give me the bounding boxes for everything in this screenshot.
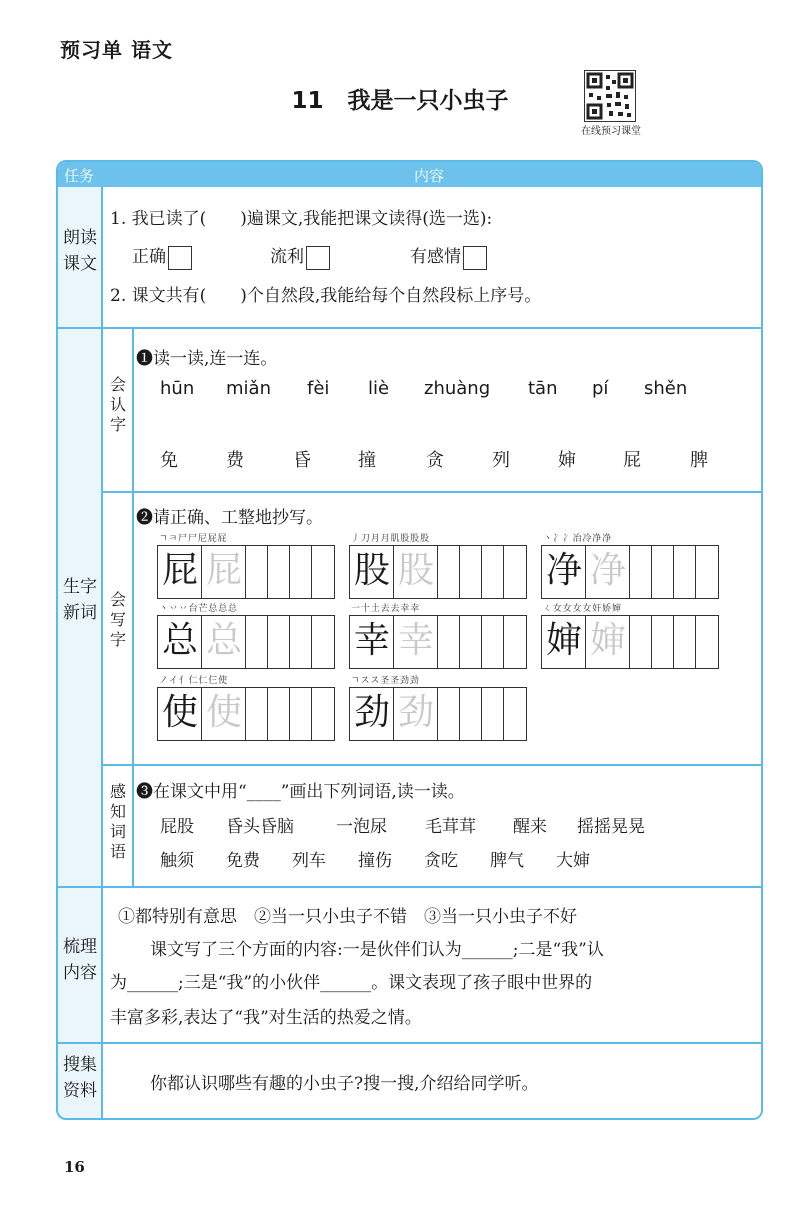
practice-cell[interactable] <box>482 546 504 598</box>
model-char: 使 <box>161 692 198 733</box>
stroke-order: ㄱ ス ス 圣 圣 劲 劲 <box>351 676 418 686</box>
label-perceive: 感 知 词 语 <box>109 782 126 861</box>
practice-cell[interactable] <box>652 616 674 668</box>
practice-cell[interactable] <box>460 688 482 740</box>
option-fluent: 流利 <box>270 242 330 270</box>
pinyin-item[interactable]: miǎn <box>226 378 271 399</box>
hanzi-item[interactable]: 脾 <box>690 450 708 471</box>
model-char: 劲 <box>353 692 390 733</box>
practice-cell[interactable] <box>438 688 460 740</box>
label-write: 会 写 字 <box>109 590 126 649</box>
hanzi-item[interactable]: 贪 <box>426 450 444 471</box>
trace-char: 幸 <box>397 620 434 661</box>
pinyin-item[interactable]: liè <box>368 378 390 399</box>
label-recognize: 会 认 字 <box>109 375 126 434</box>
stroke-order: 丶 冫 冫 冶 冷 净 净 <box>543 534 611 544</box>
model-char: 净 <box>545 550 582 591</box>
practice-cell[interactable] <box>460 546 482 598</box>
word-item: 列车 <box>292 851 326 871</box>
practice-cell[interactable] <box>674 616 696 668</box>
practice-cell[interactable] <box>312 546 334 598</box>
practice-cell[interactable] <box>460 616 482 668</box>
practice-cell[interactable] <box>438 546 460 598</box>
stroke-order: 丿 刀 月 月 肌 股 股 股 <box>351 534 429 544</box>
qr-code-icon[interactable] <box>584 70 636 122</box>
hanzi-item[interactable]: 费 <box>226 450 244 471</box>
lesson-number: 11 <box>291 88 324 114</box>
pinyin-item[interactable]: zhuàng <box>424 378 491 399</box>
writing-card <box>541 531 717 597</box>
collect-text: 你都认识哪些有趣的小虫子?搜一搜,介绍给同学听。 <box>150 1074 539 1094</box>
word-item: 昏头昏脑 <box>226 817 294 837</box>
practice-cell[interactable] <box>482 688 504 740</box>
trace-char: 劲 <box>397 692 434 733</box>
task-reading: 朗读 课文 <box>63 228 97 274</box>
hanzi-item[interactable]: 屁 <box>623 450 641 471</box>
practice-cell[interactable] <box>504 616 526 668</box>
qr-caption: 在线预习课堂 <box>581 126 641 137</box>
perceive-prompt: ❸在课文中用“____”画出下列词语,读一读。 <box>136 782 465 802</box>
word-item: 贪吃 <box>424 851 458 871</box>
writing-card <box>349 601 525 667</box>
pinyin-item[interactable]: pí <box>592 378 609 399</box>
sort-line: 丰富多彩,表达了“我”对生活的热爱之情。 <box>110 1008 422 1028</box>
header-content: 内容 <box>414 167 445 185</box>
practice-cell[interactable] <box>696 616 718 668</box>
hanzi-item[interactable]: 婶 <box>558 450 576 471</box>
practice-cell[interactable] <box>246 546 268 598</box>
practice-cell[interactable] <box>246 688 268 740</box>
practice-cell[interactable] <box>652 546 674 598</box>
practice-cell[interactable] <box>312 688 334 740</box>
trace-char: 股 <box>397 550 434 591</box>
stroke-order: ㄑ 女 女 女 女 奸 娇 婶 <box>543 604 621 614</box>
word-item: 摇摇晃晃 <box>577 817 645 837</box>
practice-cell[interactable] <box>504 688 526 740</box>
practice-cell[interactable] <box>482 616 504 668</box>
reading-q2: 2. 课文共有( )个自然段,我能给每个自然段标上序号。 <box>110 286 542 306</box>
stroke-order: ㄱ ㅋ 尸 尸 尼 屁 屁 <box>159 534 226 544</box>
task-collect: 搜集 资料 <box>63 1055 97 1101</box>
word-item: 触须 <box>160 851 194 871</box>
stroke-order: 丶 丷 丷 台 芒 总 总 总 <box>159 604 237 614</box>
trace-char: 使 <box>205 692 242 733</box>
word-item: 撞伤 <box>358 851 392 871</box>
writing-card <box>349 531 525 597</box>
hanzi-item[interactable]: 列 <box>492 450 510 471</box>
practice-cell[interactable] <box>312 616 334 668</box>
practice-cell[interactable] <box>696 546 718 598</box>
writing-card <box>157 601 333 667</box>
lesson-title: 我是一只小虫子 <box>347 88 509 114</box>
trace-char: 净 <box>589 550 626 591</box>
model-char: 股 <box>353 550 390 591</box>
writing-card <box>157 673 333 739</box>
word-item: 一泡尿 <box>336 817 387 837</box>
writing-card <box>541 601 717 667</box>
model-char: 婶 <box>545 620 582 661</box>
trace-char: 总 <box>205 620 242 661</box>
stroke-order: 一 十 土 去 去 幸 幸 <box>351 604 419 614</box>
word-item: 毛茸茸 <box>425 817 476 837</box>
sort-line: 课文写了三个方面的内容:一是伙伴们认为______;二是“我”认 <box>150 940 604 960</box>
stroke-order: ノ イ 亻 仁 仁 仨 使 <box>159 676 227 686</box>
option-emotion: 有感情 <box>410 242 487 270</box>
practice-cell[interactable] <box>504 546 526 598</box>
practice-cell[interactable] <box>268 688 290 740</box>
header-task: 任务 <box>64 167 95 185</box>
word-item: 免费 <box>226 851 260 871</box>
writing-card <box>349 673 525 739</box>
model-char: 总 <box>161 620 198 661</box>
recognize-prompt: ❶读一读,连一连。 <box>136 349 278 369</box>
hanzi-item[interactable]: 免 <box>160 450 178 471</box>
trace-char: 屁 <box>205 550 242 591</box>
checkbox-correct[interactable] <box>168 246 192 270</box>
practice-cell[interactable] <box>630 616 652 668</box>
option-correct: 正确 <box>132 242 192 270</box>
pinyin-item[interactable]: tān <box>528 378 558 399</box>
model-char: 屁 <box>161 550 198 591</box>
word-item: 醒来 <box>513 817 547 837</box>
word-item: 脾气 <box>490 851 524 871</box>
checkbox-emotion[interactable] <box>463 246 487 270</box>
write-prompt: ❷请正确、工整地抄写。 <box>136 508 323 528</box>
writing-card <box>157 531 333 597</box>
hanzi-item[interactable]: 撞 <box>358 450 376 471</box>
pinyin-item[interactable]: fèi <box>307 378 330 399</box>
table-header <box>58 162 761 187</box>
practice-cell[interactable] <box>438 616 460 668</box>
practice-cell[interactable] <box>268 546 290 598</box>
task-sort: 梳理 内容 <box>63 937 97 983</box>
practice-cell[interactable] <box>630 546 652 598</box>
series-header: 预习单 语文 <box>60 38 173 62</box>
practice-cell[interactable] <box>290 616 312 668</box>
lesson-title-bar <box>0 82 800 115</box>
trace-char: 婶 <box>589 620 626 661</box>
word-item: 大婶 <box>556 851 590 871</box>
practice-cell[interactable] <box>290 688 312 740</box>
checkbox-fluent[interactable] <box>306 246 330 270</box>
reading-q1: 1. 我已读了( )遍课文,我能把课文读得(选一选): <box>110 209 493 229</box>
word-item: 屁股 <box>160 817 194 837</box>
page-number: 16 <box>64 1158 85 1176</box>
practice-cell[interactable] <box>246 616 268 668</box>
task-words: 生字 新词 <box>63 577 97 623</box>
hanzi-item[interactable]: 昏 <box>293 450 311 471</box>
pinyin-item[interactable]: hūn <box>160 378 195 399</box>
pinyin-item[interactable]: shěn <box>644 378 688 399</box>
practice-cell[interactable] <box>290 546 312 598</box>
sort-choices: ①都特别有意思 ②当一只小虫子不错 ③当一只小虫子不好 <box>118 907 577 927</box>
model-char: 幸 <box>353 620 390 661</box>
sort-line: 为______;三是“我”的小伙伴______。课文表现了孩子眼中世界的 <box>110 973 593 993</box>
practice-cell[interactable] <box>674 546 696 598</box>
practice-cell[interactable] <box>268 616 290 668</box>
